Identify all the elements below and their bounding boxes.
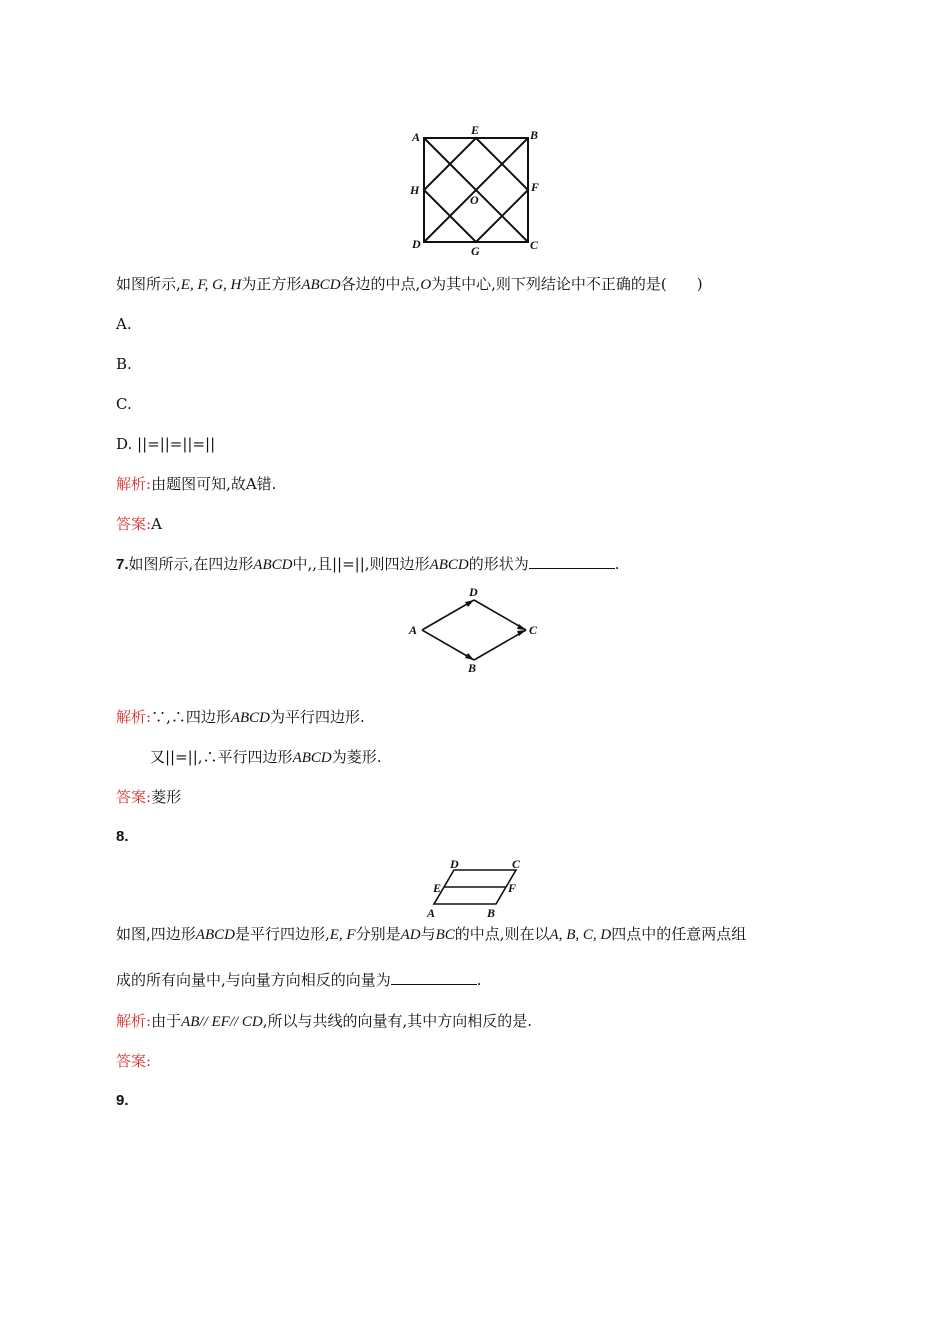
answer-label: 答案: <box>116 788 152 806</box>
label-e: E <box>471 123 480 137</box>
q6-answer: 答案:A <box>116 515 162 533</box>
analysis-label: 解析: <box>116 1012 152 1030</box>
q7-stem: 7.如图所示,在四边形ABCD中,,且||=||,则四边形ABCD的形状为 . <box>116 555 620 573</box>
label-h: H <box>410 183 420 197</box>
label-c: C <box>529 623 538 637</box>
q6-option-c: C. <box>116 395 132 413</box>
label-b: B <box>468 661 477 675</box>
label-a: A <box>412 130 421 144</box>
question-number: 7. <box>116 556 129 573</box>
q6-analysis: 解析:由题图可知,故A错. <box>116 475 277 493</box>
q7-analysis-line2: 又||=||,∴平行四边形ABCD为菱形. <box>150 748 382 766</box>
label-c: C <box>512 858 521 871</box>
q8-answer <box>116 1051 151 1071</box>
q8-analysis: 解析:由于AB// EF// CD,所以与共线的向量有,其中方向相反的是. <box>116 1012 533 1030</box>
label-a: A <box>427 906 436 920</box>
label-f: F <box>508 881 517 895</box>
label-e: E <box>433 881 442 895</box>
analysis-label: 解析: <box>116 708 152 726</box>
question-number: 9. <box>116 1092 129 1109</box>
answer-blank[interactable] <box>391 970 477 985</box>
rhombus-figure <box>404 584 548 676</box>
parallelogram-figure <box>420 858 530 920</box>
q6-stem: 如图所示,E, F, G, H为正方形ABCD各边的中点,O为其中心,则下列结论中不正确的是( ) <box>116 275 703 293</box>
q8-stem-line2: 成的所有向量中,与向量方向相反的向量为 . <box>116 971 482 989</box>
label-d: D <box>469 585 478 599</box>
label-c: C <box>530 238 539 252</box>
label-a: A <box>409 623 418 637</box>
label-o: O <box>470 193 479 207</box>
analysis-label: 解析: <box>116 475 152 493</box>
label-d: D <box>450 858 459 871</box>
q8-stem: 如图,四边形ABCD是平行四边形,E, F分别是AD与BC的中点,则在以A, B, C, D四点中的任意两点组 <box>116 925 747 943</box>
q7-answer: 答案:菱形 <box>116 788 182 806</box>
q6-option-a: A. <box>116 315 132 333</box>
square-figure <box>404 122 544 258</box>
label-f: F <box>531 180 540 194</box>
label-d: D <box>412 237 421 251</box>
q6-option-b: B. <box>116 355 132 373</box>
label-b: B <box>487 906 496 920</box>
answer-label: 答案: <box>116 1052 152 1070</box>
question-number: 8. <box>116 828 129 845</box>
q6-option-d: D. ||=||=||=|| <box>116 435 216 453</box>
answer-blank[interactable] <box>529 554 615 569</box>
label-g: G <box>471 244 480 258</box>
label-b: B <box>530 128 539 142</box>
answer-label: 答案: <box>116 515 152 533</box>
q7-analysis: 解析:∵,∴四边形ABCD为平行四边形. <box>116 708 365 726</box>
